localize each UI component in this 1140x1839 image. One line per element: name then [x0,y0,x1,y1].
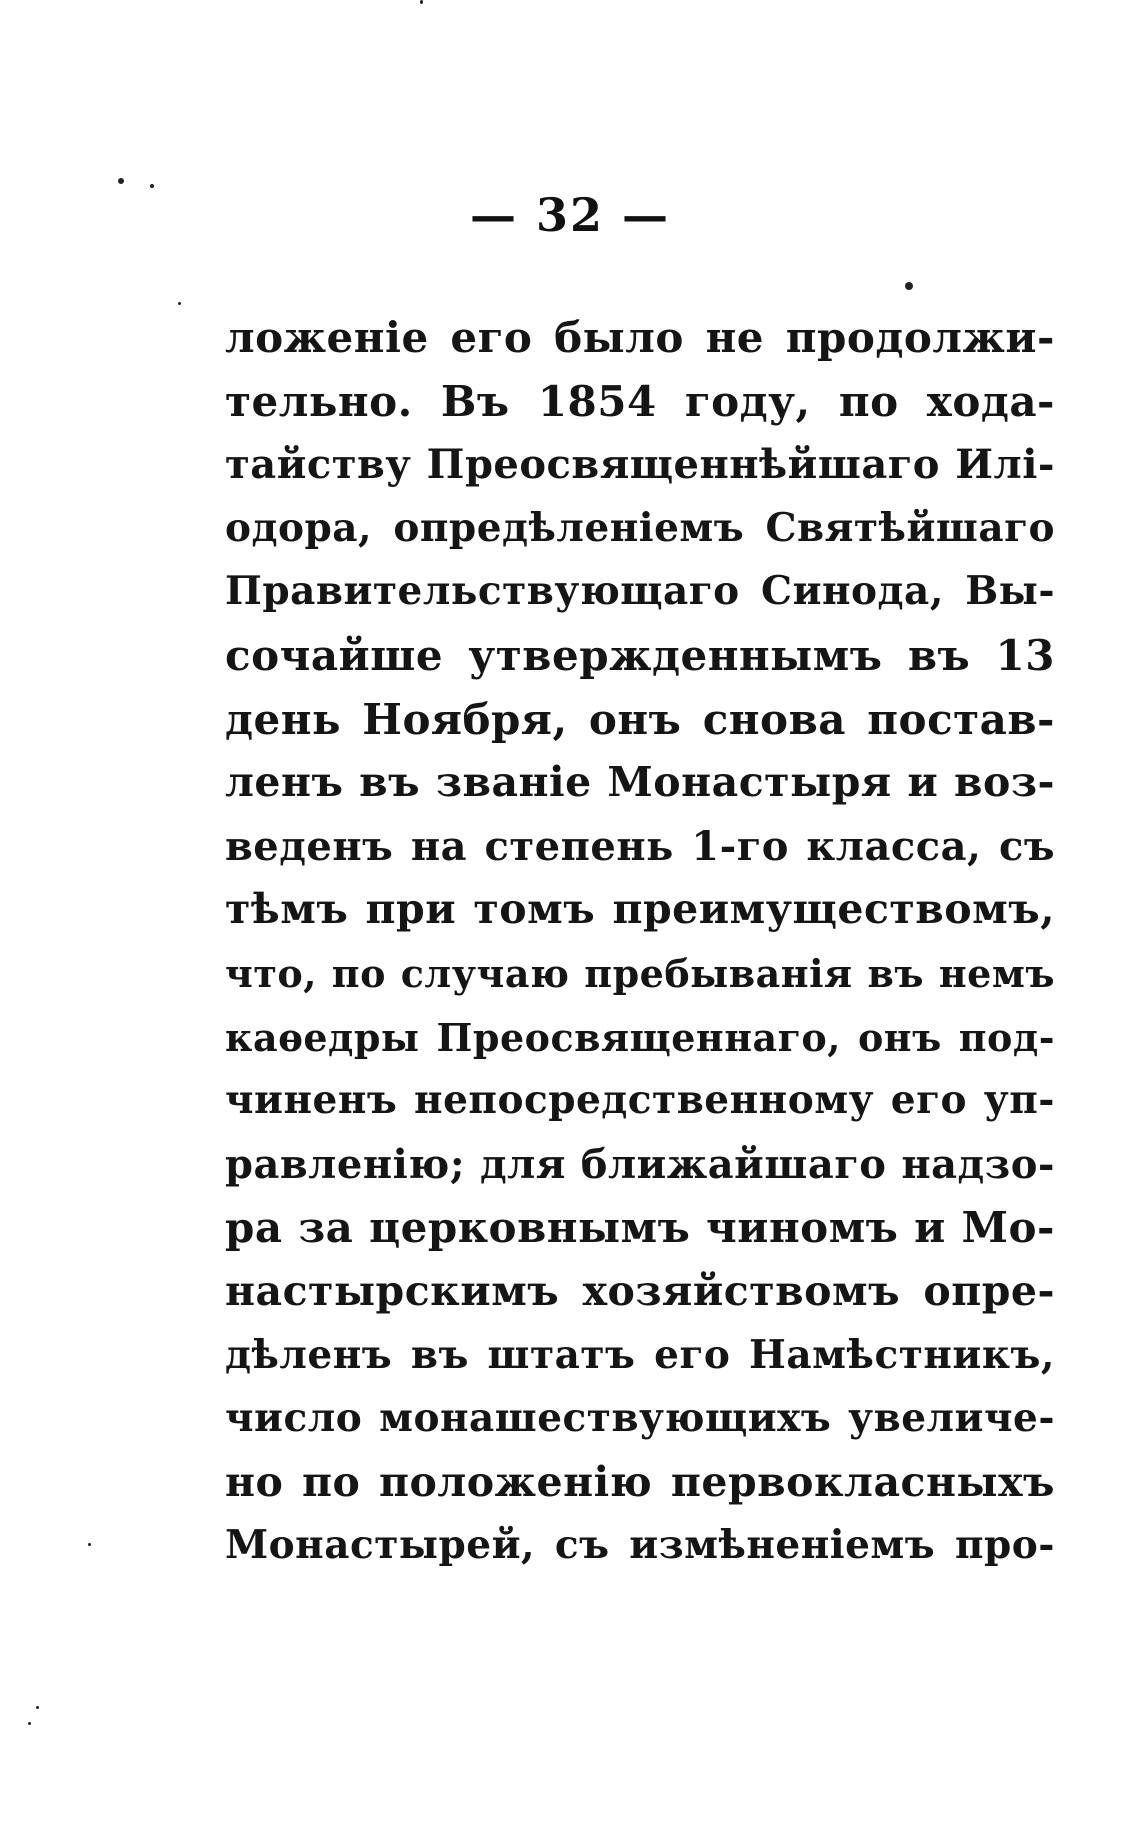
print-speck [88,1543,91,1546]
print-speck [905,282,913,290]
text-line: чиненъ непосредственному его уп- [225,1077,1055,1124]
text-line: ленъ въ званіе Монастыря и воз- [225,758,1055,807]
text-line: тельно. Въ 1854 году, по хода- [225,376,1055,426]
text-line: Монастырей, съ измѣненіемъ про- [225,1522,1055,1569]
text-line: настырскимъ хозяйствомъ опре- [225,1266,1055,1315]
print-speck [420,0,423,4]
print-speck [118,178,124,184]
text-line: число монашествующихъ увеличе- [225,1395,1055,1442]
print-speck [178,302,181,305]
body-text [225,306,1055,1578]
text-line: дѣленъ въ штатъ его Намѣстникъ, [225,1331,1055,1378]
text-line: сочайше утвержденнымъ въ 13 [225,630,1055,680]
text-line: но по положенію первокласныхъ [225,1457,1055,1506]
text-line: день Ноября, онъ снова постав- [225,694,1055,744]
text-line: каѳедры Преосвященнаго, онъ под- [225,1014,1055,1060]
page-number: — 32 — [469,188,671,242]
print-speck [28,1722,31,1725]
print-speck [36,1706,39,1709]
text-line: ра за церковнымъ чиномъ и Мо- [225,1203,1055,1253]
text-line: Правительствующаго Синода, Вы- [225,568,1055,615]
text-line: равленію; для ближайшаго надзо- [225,1140,1055,1188]
text-line: тайству Преосвященнѣйшаго Илі- [225,441,1055,489]
text-line: веденъ на степень 1-го класса, съ [225,822,1055,870]
text-line: что, по случаю пребыванія въ немъ [225,950,1055,996]
text-line: одора, опредѣленіемъ Святѣйшаго [225,504,1055,551]
text-line: тѣмъ при томъ преимуществомъ, [225,885,1055,934]
text-line: ложеніе его было не продолжи- [225,313,1055,362]
